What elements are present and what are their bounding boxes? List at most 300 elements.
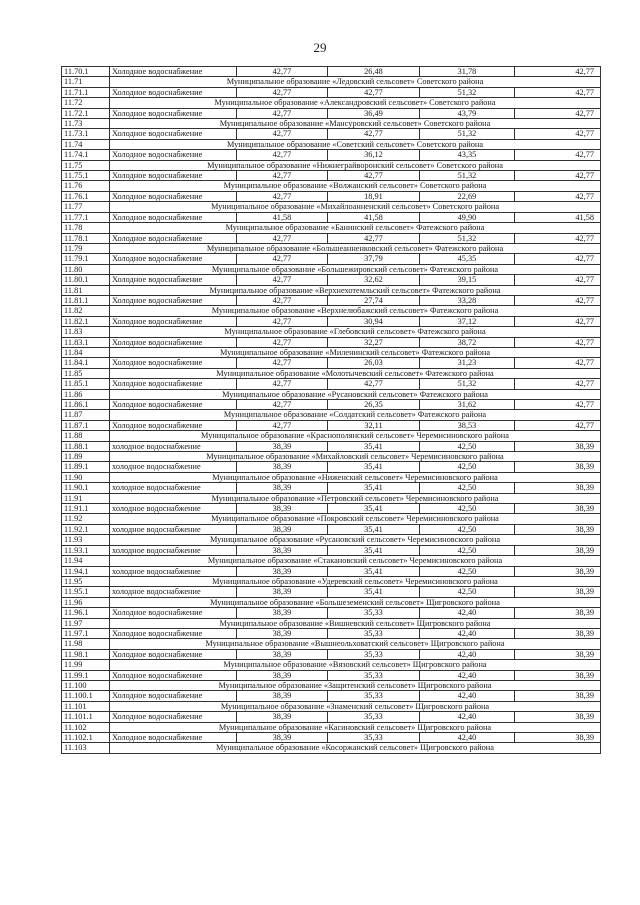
row-code: 11.72.1: [62, 108, 110, 118]
tariff-row: [62, 275, 601, 285]
tariff-value-3: 42,40: [420, 733, 515, 743]
service-name: Холодное водоснабжение: [110, 171, 237, 181]
tariff-row: [62, 233, 601, 243]
row-code: 11.87: [62, 410, 110, 420]
tariff-row: [62, 733, 601, 743]
service-name: холодное водоснабжение: [110, 587, 237, 597]
row-code: 11.76: [62, 181, 110, 191]
municipality-row: [62, 680, 601, 690]
row-code: 11.81: [62, 285, 110, 295]
service-name: Холодное водоснабжение: [110, 628, 237, 638]
tariff-row: [62, 129, 601, 139]
tariff-value-4: 38,39: [515, 649, 601, 659]
tariff-value-3: 42,50: [420, 545, 515, 555]
municipality-title: Муниципальное образование «Знаменский сельсовет» Щигровского района: [110, 701, 601, 711]
tariff-value-3: 51,32: [420, 129, 515, 139]
municipality-row: [62, 160, 601, 170]
row-code: 11.98.1: [62, 649, 110, 659]
service-name: Холодное водоснабжение: [110, 649, 237, 659]
tariff-value-1: 42,77: [237, 379, 328, 389]
municipality-row: [62, 306, 601, 316]
municipality-title: Муниципальное образование «Глебовский сельсовет» Фатежского района: [110, 327, 601, 337]
tariff-value-4: 38,39: [515, 691, 601, 701]
tariff-value-2: 35,41: [328, 524, 420, 534]
tariff-value-2: 32,11: [328, 420, 420, 430]
tariff-value-2: 32,62: [328, 275, 420, 285]
municipality-row: [62, 264, 601, 274]
tariff-row: [62, 67, 601, 77]
tariff-value-1: 38,39: [237, 649, 328, 659]
municipality-row: [62, 223, 601, 233]
tariff-value-3: 49,90: [420, 212, 515, 222]
tariff-value-3: 42,50: [420, 462, 515, 472]
tariff-value-3: 51,32: [420, 233, 515, 243]
row-code: 11.76.1: [62, 191, 110, 201]
tariff-value-3: 42,50: [420, 504, 515, 514]
municipality-row: [62, 618, 601, 628]
tariff-value-3: 42,50: [420, 587, 515, 597]
tariff-value-2: 35,41: [328, 545, 420, 555]
tariff-value-3: 31,62: [420, 400, 515, 410]
tariff-value-2: 35,41: [328, 483, 420, 493]
municipality-title: Муниципальное образование «Петровский сельсовет» Черемисиновского района: [110, 493, 601, 503]
municipality-title: Муниципальное образование «Мансуровский сельсовет» Советского района: [110, 119, 601, 129]
tariff-value-4: 42,77: [515, 337, 601, 347]
municipality-title: Муниципальное образование «Касиновский сельсовет» Щигровского района: [110, 722, 601, 732]
tariff-value-1: 42,77: [237, 67, 328, 77]
tariff-value-4: 38,39: [515, 566, 601, 576]
tariff-row: [62, 462, 601, 472]
row-code: 11.86: [62, 389, 110, 399]
tariff-value-4: 38,39: [515, 733, 601, 743]
row-code: 11.73: [62, 119, 110, 129]
municipality-row: [62, 119, 601, 129]
row-code: 11.90: [62, 472, 110, 482]
service-name: Холодное водоснабжение: [110, 420, 237, 430]
tariff-value-4: 38,39: [515, 712, 601, 722]
tariff-value-1: 41,58: [237, 212, 328, 222]
tariff-value-3: 42,40: [420, 628, 515, 638]
service-name: Холодное водоснабжение: [110, 691, 237, 701]
tariff-value-3: 51,32: [420, 87, 515, 97]
row-code: 11.85.1: [62, 379, 110, 389]
tariff-value-2: 41,58: [328, 212, 420, 222]
tariff-value-4: 38,39: [515, 462, 601, 472]
tariff-value-2: 35,33: [328, 733, 420, 743]
tariff-row: [62, 712, 601, 722]
row-code: 11.81.1: [62, 295, 110, 305]
row-code: 11.101.1: [62, 712, 110, 722]
municipality-row: [62, 77, 601, 87]
tariff-value-1: 38,39: [237, 524, 328, 534]
tariff-value-2: 42,77: [328, 233, 420, 243]
municipality-row: [62, 556, 601, 566]
tariff-value-1: 38,39: [237, 733, 328, 743]
tariff-value-4: 38,39: [515, 504, 601, 514]
tariff-row: [62, 171, 601, 181]
tariff-value-4: 42,77: [515, 358, 601, 368]
row-code: 11.83.1: [62, 337, 110, 347]
row-code: 11.91.1: [62, 504, 110, 514]
tariff-value-1: 42,77: [237, 420, 328, 430]
tariff-value-3: 51,32: [420, 171, 515, 181]
service-name: Холодное водоснабжение: [110, 233, 237, 243]
tariff-value-3: 42,40: [420, 712, 515, 722]
tariff-value-4: 38,39: [515, 670, 601, 680]
municipality-row: [62, 452, 601, 462]
tariff-table-body: [62, 67, 601, 754]
row-code: 11.80.1: [62, 275, 110, 285]
tariff-row: [62, 358, 601, 368]
municipality-title: Муниципальное образование «Русановский сельсовет» Фатежского района: [110, 389, 601, 399]
tariff-value-1: 38,39: [237, 628, 328, 638]
tariff-value-2: 35,41: [328, 587, 420, 597]
tariff-value-1: 38,39: [237, 566, 328, 576]
tariff-value-2: 32,27: [328, 337, 420, 347]
row-code: 11.79.1: [62, 254, 110, 264]
tariff-value-4: 42,77: [515, 87, 601, 97]
tariff-row: [62, 254, 601, 264]
tariff-value-3: 42,50: [420, 524, 515, 534]
service-name: Холодное водоснабжение: [110, 108, 237, 118]
tariff-value-1: 38,39: [237, 691, 328, 701]
row-code: 11.88.1: [62, 441, 110, 451]
tariff-value-1: 38,39: [237, 483, 328, 493]
tariff-value-4: 42,77: [515, 400, 601, 410]
municipality-row: [62, 472, 601, 482]
row-code: 11.78.1: [62, 233, 110, 243]
municipality-row: [62, 327, 601, 337]
municipality-title: Муниципальное образование «Ледовский сельсовет» Советского района: [110, 77, 601, 87]
tariff-value-3: 51,32: [420, 379, 515, 389]
municipality-row: [62, 368, 601, 378]
service-name: Холодное водоснабжение: [110, 295, 237, 305]
tariff-value-4: 42,77: [515, 108, 601, 118]
row-code: 11.95.1: [62, 587, 110, 597]
row-code: 11.77: [62, 202, 110, 212]
tariff-value-1: 42,77: [237, 358, 328, 368]
municipality-row: [62, 493, 601, 503]
tariff-value-4: 38,39: [515, 545, 601, 555]
row-code: 11.101: [62, 701, 110, 711]
municipality-row: [62, 701, 601, 711]
tariff-value-1: 38,39: [237, 504, 328, 514]
row-code: 11.87.1: [62, 420, 110, 430]
row-code: 11.85: [62, 368, 110, 378]
tariff-value-1: 38,39: [237, 462, 328, 472]
tariff-value-1: 42,77: [237, 275, 328, 285]
municipality-title: Муниципальное образование «Большежировский сельсовет» Фатежского района: [110, 264, 601, 274]
row-code: 11.89: [62, 452, 110, 462]
tariff-value-1: 42,77: [237, 233, 328, 243]
service-name: Холодное водоснабжение: [110, 212, 237, 222]
municipality-title: Муниципальное образование «Волжанский сельсовет» Советского района: [110, 181, 601, 191]
tariff-value-2: 35,41: [328, 441, 420, 451]
municipality-title: Муниципальное образование «Миленинский сельсовет» Фатежского района: [110, 347, 601, 357]
municipality-title: Муниципальное образование «Вишневский сельсовет» Щигровского района: [110, 618, 601, 628]
tariff-table: [61, 66, 601, 754]
tariff-value-3: 43,35: [420, 150, 515, 160]
row-code: 11.84.1: [62, 358, 110, 368]
tariff-row: [62, 566, 601, 576]
tariff-value-2: 36,49: [328, 108, 420, 118]
tariff-value-1: 42,77: [237, 191, 328, 201]
row-code: 11.90.1: [62, 483, 110, 493]
row-code: 11.72: [62, 98, 110, 108]
tariff-value-1: 38,39: [237, 545, 328, 555]
tariff-value-2: 42,77: [328, 171, 420, 181]
service-name: Холодное водоснабжение: [110, 733, 237, 743]
tariff-value-2: 35,41: [328, 566, 420, 576]
tariff-value-2: 35,41: [328, 462, 420, 472]
tariff-value-2: 42,77: [328, 379, 420, 389]
row-code: 11.100.1: [62, 691, 110, 701]
municipality-row: [62, 285, 601, 295]
row-code: 11.93.1: [62, 545, 110, 555]
row-code: 11.97.1: [62, 628, 110, 638]
tariff-value-3: 37,12: [420, 316, 515, 326]
tariff-value-1: 42,77: [237, 171, 328, 181]
municipality-row: [62, 181, 601, 191]
row-code: 11.92.1: [62, 524, 110, 534]
row-code: 11.97: [62, 618, 110, 628]
tariff-value-3: 42,40: [420, 670, 515, 680]
tariff-value-2: 35,33: [328, 628, 420, 638]
service-name: Холодное водоснабжение: [110, 275, 237, 285]
municipality-title: Муниципальное образование «Большеанненковский сельсовет» Фатежского района: [110, 243, 601, 253]
tariff-row: [62, 545, 601, 555]
row-code: 11.94.1: [62, 566, 110, 576]
row-code: 11.74.1: [62, 150, 110, 160]
tariff-value-4: 42,77: [515, 420, 601, 430]
row-code: 11.74: [62, 139, 110, 149]
row-code: 11.96.1: [62, 608, 110, 618]
tariff-value-2: 30,94: [328, 316, 420, 326]
row-code: 11.71: [62, 77, 110, 87]
row-code: 11.91: [62, 493, 110, 503]
row-code: 11.102: [62, 722, 110, 732]
tariff-value-2: 37,79: [328, 254, 420, 264]
tariff-row: [62, 608, 601, 618]
tariff-value-4: 38,39: [515, 441, 601, 451]
tariff-value-3: 38,72: [420, 337, 515, 347]
tariff-value-2: 26,48: [328, 67, 420, 77]
tariff-value-2: 26,03: [328, 358, 420, 368]
tariff-value-4: 42,77: [515, 379, 601, 389]
service-name: холодное водоснабжение: [110, 504, 237, 514]
tariff-value-3: 43,79: [420, 108, 515, 118]
tariff-row: [62, 316, 601, 326]
tariff-value-3: 22,69: [420, 191, 515, 201]
tariff-value-1: 38,39: [237, 670, 328, 680]
tariff-row: [62, 504, 601, 514]
service-name: Холодное водоснабжение: [110, 608, 237, 618]
municipality-row: [62, 514, 601, 524]
municipality-row: [62, 410, 601, 420]
row-code: 11.80: [62, 264, 110, 274]
page-number: 29: [313, 40, 327, 55]
municipality-title: Муниципальное образование «Верхнелюбажский сельсовет» Фатежского района: [110, 306, 601, 316]
tariff-row: [62, 212, 601, 222]
municipality-title: Муниципальное образование «Советский сельсовет» Советского района: [110, 139, 601, 149]
municipality-row: [62, 722, 601, 732]
tariff-value-1: 38,39: [237, 587, 328, 597]
tariff-value-3: 42,40: [420, 691, 515, 701]
service-name: Холодное водоснабжение: [110, 150, 237, 160]
tariff-value-3: 42,50: [420, 483, 515, 493]
service-name: Холодное водоснабжение: [110, 129, 237, 139]
municipality-title: Муниципальное образование «Михайлоанненский сельсовет» Советского района: [110, 202, 601, 212]
tariff-value-4: 41,58: [515, 212, 601, 222]
row-code: 11.98: [62, 639, 110, 649]
service-name: Холодное водоснабжение: [110, 67, 237, 77]
tariff-value-2: 35,33: [328, 670, 420, 680]
tariff-row: [62, 649, 601, 659]
row-code: 11.79: [62, 243, 110, 253]
service-name: Холодное водоснабжение: [110, 254, 237, 264]
tariff-value-1: 38,39: [237, 608, 328, 618]
tariff-value-1: 42,77: [237, 129, 328, 139]
row-code: 11.94: [62, 556, 110, 566]
service-name: Холодное водоснабжение: [110, 87, 237, 97]
tariff-row: [62, 483, 601, 493]
municipality-row: [62, 660, 601, 670]
municipality-title: Муниципальное образование «Стакановский сельсовет» Черемисиновского района: [110, 556, 601, 566]
tariff-value-3: 42,50: [420, 441, 515, 451]
tariff-row: [62, 87, 601, 97]
row-code: 11.73.1: [62, 129, 110, 139]
tariff-value-4: 42,77: [515, 254, 601, 264]
tariff-row: [62, 379, 601, 389]
municipality-title: Муниципальное образование «Молотычевский сельсовет» Фатежского района: [110, 368, 601, 378]
tariff-row: [62, 441, 601, 451]
tariff-value-4: 38,39: [515, 524, 601, 534]
municipality-title: Муниципальное образование «Банинский сельсовет» Фатежского района: [110, 223, 601, 233]
municipality-title: Муниципальное образование «Нижнеграйворонский сельсовет» Советского района: [110, 160, 601, 170]
tariff-value-1: 42,77: [237, 87, 328, 97]
tariff-value-3: 31,78: [420, 67, 515, 77]
service-name: Холодное водоснабжение: [110, 670, 237, 680]
tariff-value-2: 36,12: [328, 150, 420, 160]
tariff-value-3: 42,40: [420, 649, 515, 659]
tariff-value-1: 42,77: [237, 400, 328, 410]
tariff-value-3: 31,23: [420, 358, 515, 368]
tariff-value-1: 42,77: [237, 295, 328, 305]
tariff-value-4: 42,77: [515, 191, 601, 201]
tariff-row: [62, 670, 601, 680]
service-name: холодное водоснабжение: [110, 566, 237, 576]
municipality-row: [62, 243, 601, 253]
row-code: 11.75.1: [62, 171, 110, 181]
service-name: холодное водоснабжение: [110, 524, 237, 534]
tariff-value-4: 42,77: [515, 150, 601, 160]
service-name: Холодное водоснабжение: [110, 337, 237, 347]
tariff-value-3: 42,40: [420, 608, 515, 618]
municipality-title: Муниципальное образование «Большеземенский сельсовет» Щигровского района: [110, 597, 601, 607]
row-code: 11.77.1: [62, 212, 110, 222]
tariff-value-4: 42,77: [515, 316, 601, 326]
municipality-row: [62, 597, 601, 607]
row-code: 11.88: [62, 431, 110, 441]
tariff-value-4: 38,39: [515, 587, 601, 597]
municipality-row: [62, 576, 601, 586]
municipality-row: [62, 202, 601, 212]
service-name: холодное водоснабжение: [110, 462, 237, 472]
service-name: Холодное водоснабжение: [110, 379, 237, 389]
tariff-row: [62, 691, 601, 701]
tariff-value-3: 39,15: [420, 275, 515, 285]
row-code: 11.92: [62, 514, 110, 524]
municipality-title: Муниципальное образование «Русановский сельсовет» Черемисиновского района: [110, 535, 601, 545]
tariff-value-1: 42,77: [237, 108, 328, 118]
tariff-value-2: 26,35: [328, 400, 420, 410]
tariff-value-4: 42,77: [515, 129, 601, 139]
row-code: 11.99: [62, 660, 110, 670]
municipality-row: [62, 535, 601, 545]
tariff-value-1: 42,77: [237, 337, 328, 347]
tariff-value-4: 38,39: [515, 483, 601, 493]
row-code: 11.84: [62, 347, 110, 357]
tariff-value-4: 42,77: [515, 171, 601, 181]
tariff-value-2: 27,74: [328, 295, 420, 305]
row-code: 11.82.1: [62, 316, 110, 326]
row-code: 11.78: [62, 223, 110, 233]
row-code: 11.86.1: [62, 400, 110, 410]
municipality-title: Муниципальное образование «Солдатский сельсовет» Фатежского района: [110, 410, 601, 420]
tariff-row: [62, 108, 601, 118]
service-name: Холодное водоснабжение: [110, 191, 237, 201]
tariff-value-2: 35,33: [328, 691, 420, 701]
row-code: 11.100: [62, 680, 110, 690]
tariff-value-2: 35,33: [328, 712, 420, 722]
row-code: 11.75: [62, 160, 110, 170]
tariff-value-2: 42,77: [328, 129, 420, 139]
tariff-value-4: 38,39: [515, 628, 601, 638]
municipality-title: Муниципальное образование «Краснополянский сельсовет» Черемисиновского района: [110, 431, 601, 441]
tariff-value-4: 42,77: [515, 275, 601, 285]
service-name: холодное водоснабжение: [110, 483, 237, 493]
row-code: 11.95: [62, 576, 110, 586]
tariff-row: [62, 150, 601, 160]
service-name: Холодное водоснабжение: [110, 316, 237, 326]
municipality-row: [62, 139, 601, 149]
row-code: 11.89.1: [62, 462, 110, 472]
tariff-value-4: 42,77: [515, 67, 601, 77]
tariff-row: [62, 628, 601, 638]
tariff-row: [62, 524, 601, 534]
tariff-value-4: 42,77: [515, 233, 601, 243]
row-code: 11.103: [62, 743, 110, 753]
tariff-value-1: 42,77: [237, 254, 328, 264]
municipality-title: Муниципальное образование «Верхнехотемльский сельсовет» Фатежского района: [110, 285, 601, 295]
service-name: холодное водоснабжение: [110, 545, 237, 555]
municipality-row: [62, 431, 601, 441]
tariff-value-3: 38,53: [420, 420, 515, 430]
tariff-value-4: 42,77: [515, 295, 601, 305]
municipality-title: Муниципальное образование «Косоржанский сельсовет» Щигровского района: [110, 743, 601, 753]
municipality-title: Муниципальное образование «Ниженский сельсовет» Черемисиновского района: [110, 472, 601, 482]
tariff-value-3: 42,50: [420, 566, 515, 576]
municipality-row: [62, 389, 601, 399]
tariff-row: [62, 295, 601, 305]
tariff-value-1: 42,77: [237, 316, 328, 326]
tariff-value-2: 18,91: [328, 191, 420, 201]
municipality-row: [62, 639, 601, 649]
municipality-title: Муниципальное образование «Удеревский сельсовет» Черемисиновского района: [110, 576, 601, 586]
service-name: Холодное водоснабжение: [110, 400, 237, 410]
row-code: 11.96: [62, 597, 110, 607]
municipality-title: Муниципальное образование «Защитенский сельсовет» Щигровского района: [110, 680, 601, 690]
